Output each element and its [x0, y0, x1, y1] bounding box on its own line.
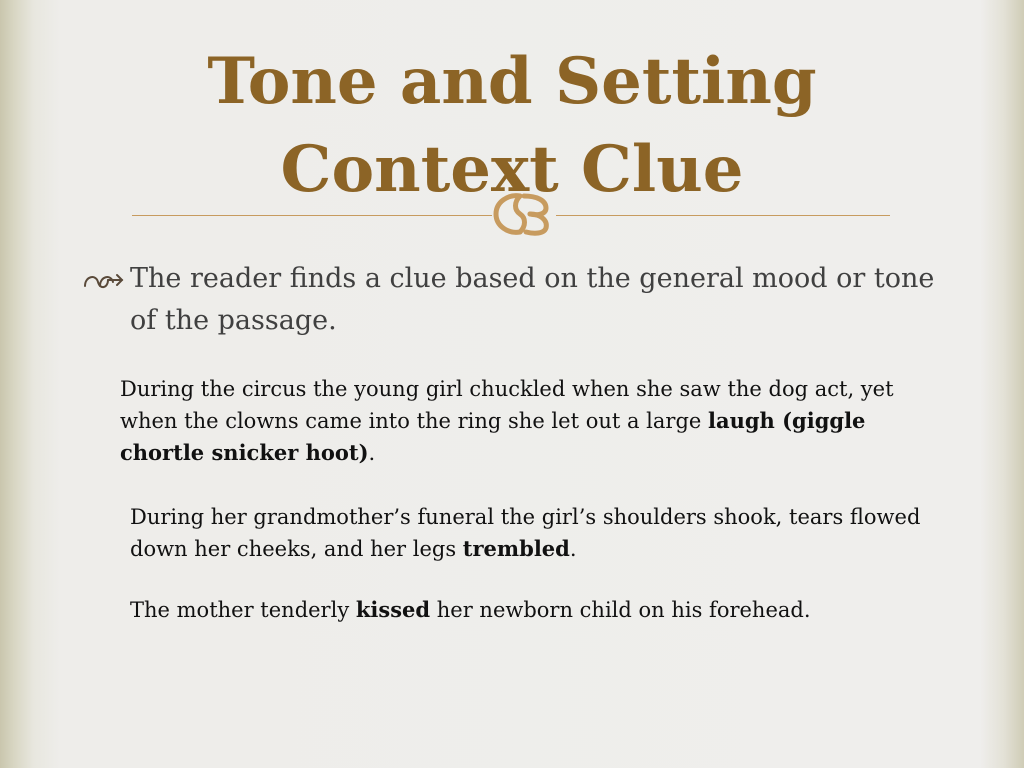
example-paragraph-2 — [130, 502, 930, 565]
example-paragraph-3 — [130, 594, 930, 626]
example-3-end: her newborn child on his forehead. — [430, 598, 811, 622]
title-divider-right — [556, 215, 890, 216]
fleuron-ornament-icon — [490, 188, 554, 240]
title-divider-left — [132, 215, 492, 216]
bullet-text: The reader finds a clue based on the general mood or tone of the passage. — [130, 263, 935, 336]
example-2-text: During her grandmother’s funeral the girl’s shoulders shook, tears flowed down her cheeks, and her legs — [130, 505, 921, 561]
curly-arrow-bullet-icon — [82, 270, 126, 292]
example-1-text: During the circus the young girl chuckled when she saw the dog act, yet when the clowns came into the ring she let out a large — [120, 377, 894, 433]
example-1-bold-word: laugh (giggle chortle snicker hoot) — [120, 408, 866, 465]
example-2-bold-word: trembled — [462, 536, 570, 561]
example-3-text: The mother tenderly — [130, 598, 356, 622]
example-paragraph-1 — [120, 374, 920, 469]
example-3-bold-word: kissed — [355, 597, 431, 622]
title-line-1: Tone and Setting — [207, 44, 817, 119]
example-1-end: . — [368, 441, 376, 465]
example-2-end: . — [569, 537, 577, 561]
title-line-2: Context Clue — [280, 132, 744, 207]
